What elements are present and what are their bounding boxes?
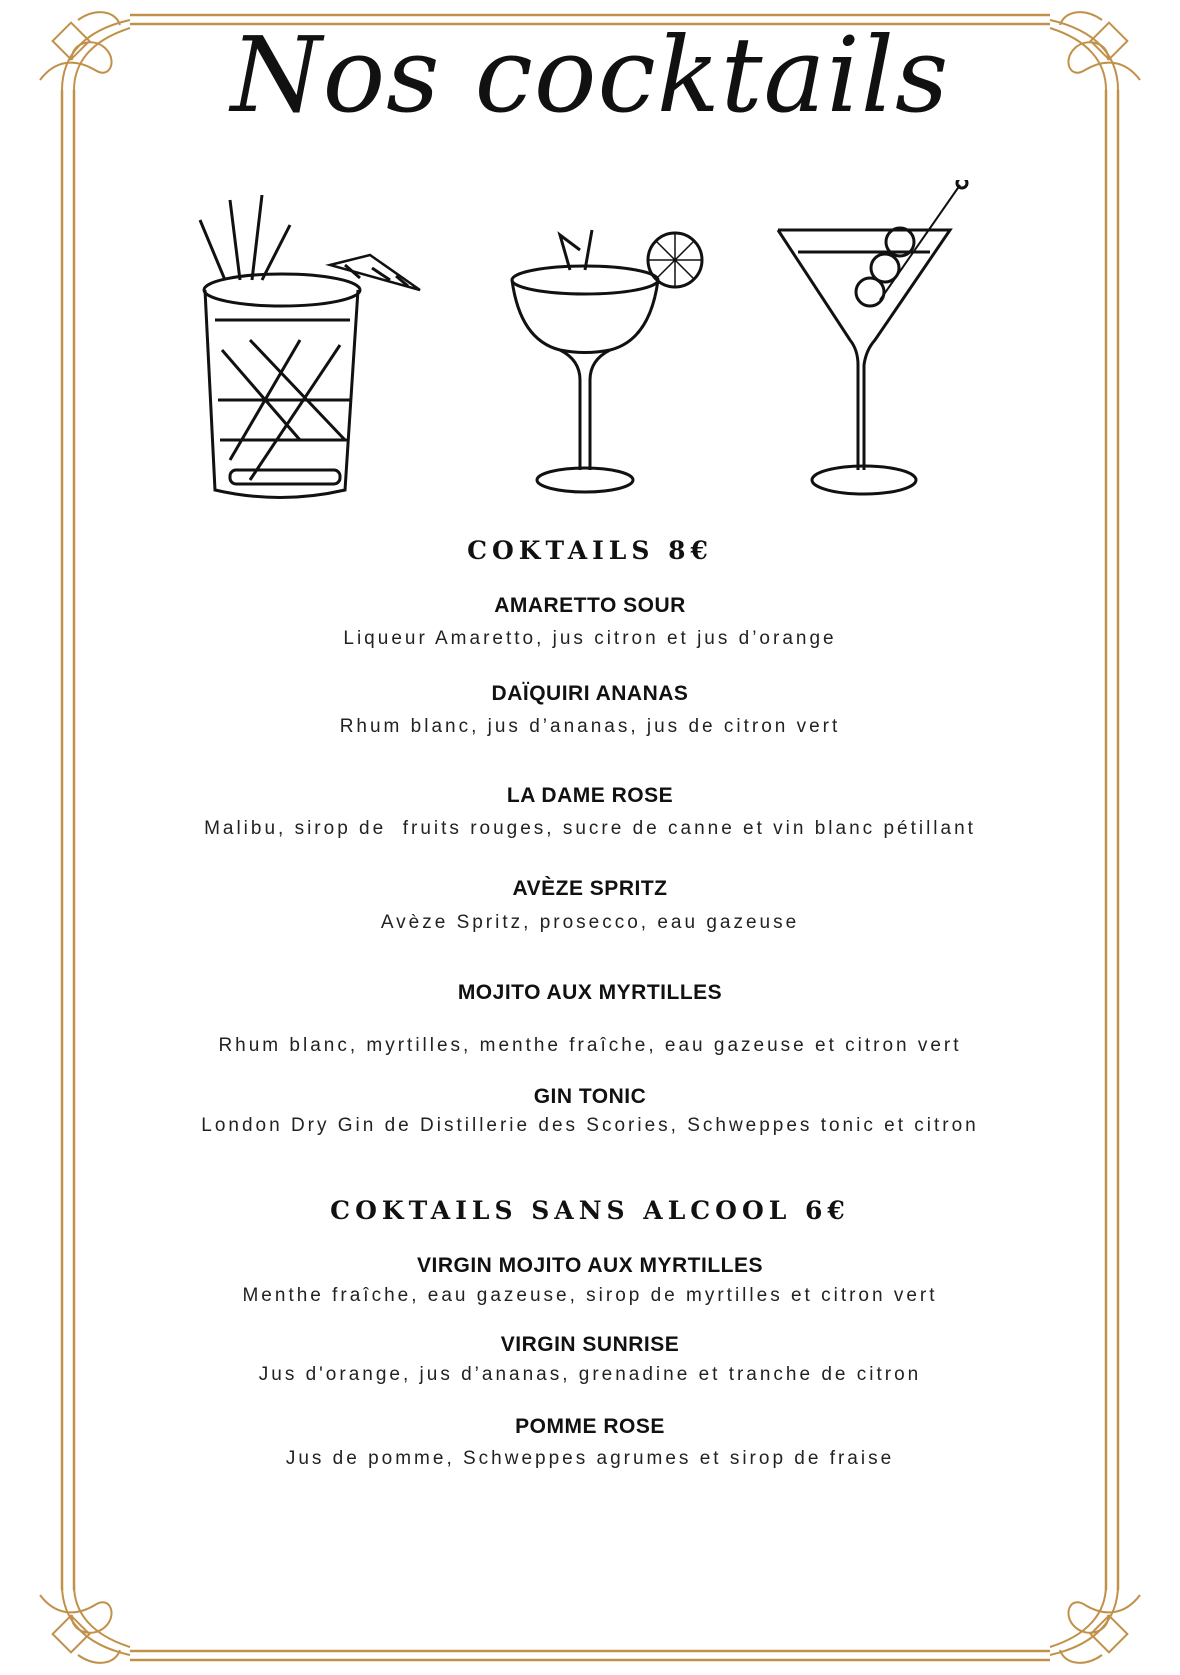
corner-ornament-bottom-left-icon [40,1585,130,1663]
cocktail-name: AVÈZE SPRITZ [512,877,668,900]
rocks-glass-cocktail-icon [200,195,420,498]
cocktail-description: Avèze Spritz, prosecco, eau gazeuse [380,912,800,933]
cocktail-name: DAÏQUIRI ANANAS [491,682,689,705]
cocktail-description: Malibu, sirop de fruits rouges, sucre de canne et vin blanc pétillant [204,818,976,839]
cocktail-name: VIRGIN SUNRISE [500,1333,680,1356]
cocktail-description: Jus d'orange, jus d’ananas, grenadine et tranche de citron [258,1364,922,1385]
cocktail-name: LA DAME ROSE [506,784,674,807]
margarita-glass-cocktail-icon [512,230,702,492]
cocktail-description: Liqueur Amaretto, jus citron et jus d’orange [343,628,837,649]
martini-glass-cocktail-icon [778,180,967,494]
section-title-coktails-sans-alcool: COKTAILS SANS ALCOOL 6€ [330,1196,850,1225]
cocktail-description: London Dry Gin de Distillerie des Scories, Schweppes tonic et citron [201,1115,979,1136]
cocktail-name: POMME ROSE [515,1415,665,1438]
cocktail-description: Rhum blanc, jus d’ananas, jus de citron vert [339,716,841,737]
cocktail-name: GIN TONIC [533,1085,647,1108]
cocktail-description: Rhum blanc, myrtilles, menthe fraîche, eau gazeuse et citron vert [218,1035,962,1056]
page-title: Nos cocktails [230,14,950,136]
cocktail-description: Menthe fraîche, eau gazeuse, sirop de myrtilles et citron vert [242,1285,938,1306]
cocktail-description: Jus de pomme, Schweppes agrumes et sirop de fraise [285,1448,895,1469]
cocktail-name: MOJITO AUX MYRTILLES [457,981,723,1004]
section-title-coktails: COKTAILS 8€ [467,536,713,565]
corner-ornament-bottom-right-icon [1050,1585,1140,1663]
cocktail-name: AMARETTO SOUR [494,594,686,617]
cocktail-illustrations [0,180,1180,520]
cocktail-name: VIRGIN MOJITO AUX MYRTILLES [416,1254,764,1277]
